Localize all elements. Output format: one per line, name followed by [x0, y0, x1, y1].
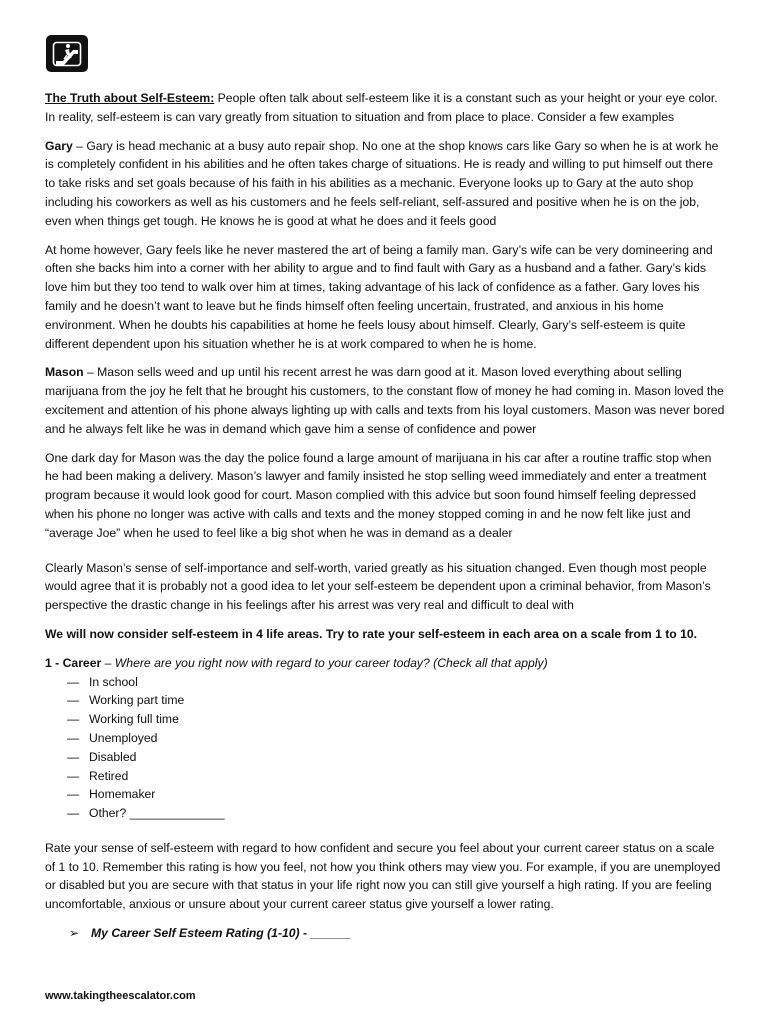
option-label: Working part time — [89, 693, 185, 708]
career-dash: – — [101, 655, 115, 670]
gary-name: Gary — [45, 138, 73, 153]
dash-bullet: — — [67, 712, 80, 727]
escalator-logo — [46, 35, 88, 72]
option-label: Unemployed — [89, 730, 158, 745]
mason-paragraph-3: Clearly Mason’s sense of self-importance and self-worth, varied greatly as his situation changed. Even though most people would agree that it is probably not a good idea to let your self-esteem be dependent upon a criminal behavior, from Mason’s perspective the drastic change in his feelings after his arrest was very real and difficult to deal with — [45, 560, 711, 613]
career-question-text: Where are you right now with regard to your career today? (Check all that apply) — [114, 655, 548, 670]
dash-bullet: — — [67, 787, 80, 802]
instruction-text: We will now consider self-esteem in 4 life areas. Try to rate your self-esteem in each area on a scale from 1 to 10. — [45, 626, 698, 641]
gary-paragraph-2: At home however, Gary feels like he never mastered the art of being a family man. Gary’s wife can be very domineering and often she backs him into a corner with her ability to argue and to find fault with Gary as a husband and a father. Gary’s kids love him but they too tend to walk over him at times, taking advantage of his lack of confidence as a father. Gary loves his family and he doesn’t want to leave but he finds himself often feeling uncertain, frustrated, and anxious in his home environment. When he doubts his capabilities at home he feels lousy about himself. Clearly, Gary’s self-esteem is quite different dependent upon his situation whether he is at work compared to when he is home. — [45, 242, 713, 351]
escalator-icon — [52, 41, 82, 67]
option-label: Homemaker — [89, 787, 156, 802]
document-body — [45, 89, 725, 943]
career-option[interactable] — [67, 785, 725, 804]
career-options-list — [45, 673, 725, 823]
gary-text-1: – Gary is head mechanic at a busy auto repair shop. No one at the shop knows cars like Gary so when he is at work he is completely confident in his abilities and he often takes charge of situations. He is ready and willing to put himself out there to take risks and set goals because of his faith in his abilities as a mechanic. Everyone looks up to Gary at the auto shop including his coworkers as well as his customers and he feels self-reliant, self-assured and positive when he is on the job, even when things get tough. He knows he is good at what he does and it feels good — [45, 138, 719, 228]
dash-bullet: — — [67, 749, 80, 764]
mason-text-1: – Mason sells weed and up until his recent arrest he was darn good at it. Mason loved everything about selling marijuana from the joy he felt that he brought his customers, to the constant flow of money he had coming in. Mason loved the excitement and attention of his phone always lighting up with calls and texts from his loyal customers. Mason was never bored and he always felt like he was in demand which gave him a sense of confidence and power — [45, 365, 725, 436]
option-label: Working full time — [89, 712, 179, 727]
career-rating-line[interactable] — [69, 924, 725, 943]
intro-text: People often talk about self-esteem like it is a constant such as your height or your eye color. In reality, self-esteem is can vary greatly from situation to situation and from place to place. Consider a few examples — [45, 91, 718, 124]
career-option[interactable] — [67, 767, 725, 786]
career-option[interactable] — [67, 729, 725, 748]
dash-bullet: — — [67, 806, 80, 821]
career-question — [45, 654, 725, 673]
dash-bullet: — — [67, 730, 80, 745]
mason-name: Mason — [45, 365, 84, 380]
gary-paragraph-1 — [45, 137, 725, 231]
career-option[interactable] — [67, 804, 725, 823]
career-option[interactable] — [67, 748, 725, 767]
option-label: Retired — [89, 768, 129, 783]
career-heading: 1 - Career — [45, 655, 102, 670]
dash-bullet: — — [67, 674, 80, 689]
option-label: Other? ______________ — [89, 806, 225, 821]
option-label: In school — [89, 674, 138, 689]
dash-bullet: — — [67, 768, 80, 783]
mason-paragraph-1 — [45, 363, 725, 438]
section-title: The Truth about Self-Esteem: — [45, 91, 215, 105]
option-label: Disabled — [89, 749, 137, 764]
career-rating-label: My Career Self Esteem Rating (1-10) - ______ — [91, 926, 352, 941]
career-option[interactable] — [67, 673, 725, 692]
footer-url: www.takingtheescalator.com — [45, 990, 196, 1002]
mason-paragraph-2: One dark day for Mason was the day the police found a large amount of marijuana in his car after a routine traffic stop when he had been making a delivery. Mason’s lawyer and family insisted he stop selling weed immediately and enter a treatment program because it would look good for court. Mason complied with this advice but soon found himself feeling depressed when his phone no longer was active with calls and texts and the money stopped coming in and he now felt like just and “average Joe” when he used to feel like a big shot when he was in demand as a dealer — [45, 450, 712, 540]
career-option[interactable] — [67, 691, 725, 710]
intro-paragraph — [45, 89, 725, 127]
career-option[interactable] — [67, 710, 725, 729]
rating-instructions: Rate your sense of self-esteem with regard to how confident and secure you feel about your current career status on a scale of 1 to 10. Remember this rating is how you feel, not how you think others may view you. For example, if you are unemployed or disabled but you are secure with that status in your life right now you can still give yourself a high rating. If you are feeling uncomfortable, anxious or unsure about your current career status give yourself a lower rating. — [45, 840, 721, 912]
arrow-bullet-icon: ➢ — [69, 926, 80, 941]
dash-bullet: — — [67, 693, 80, 708]
